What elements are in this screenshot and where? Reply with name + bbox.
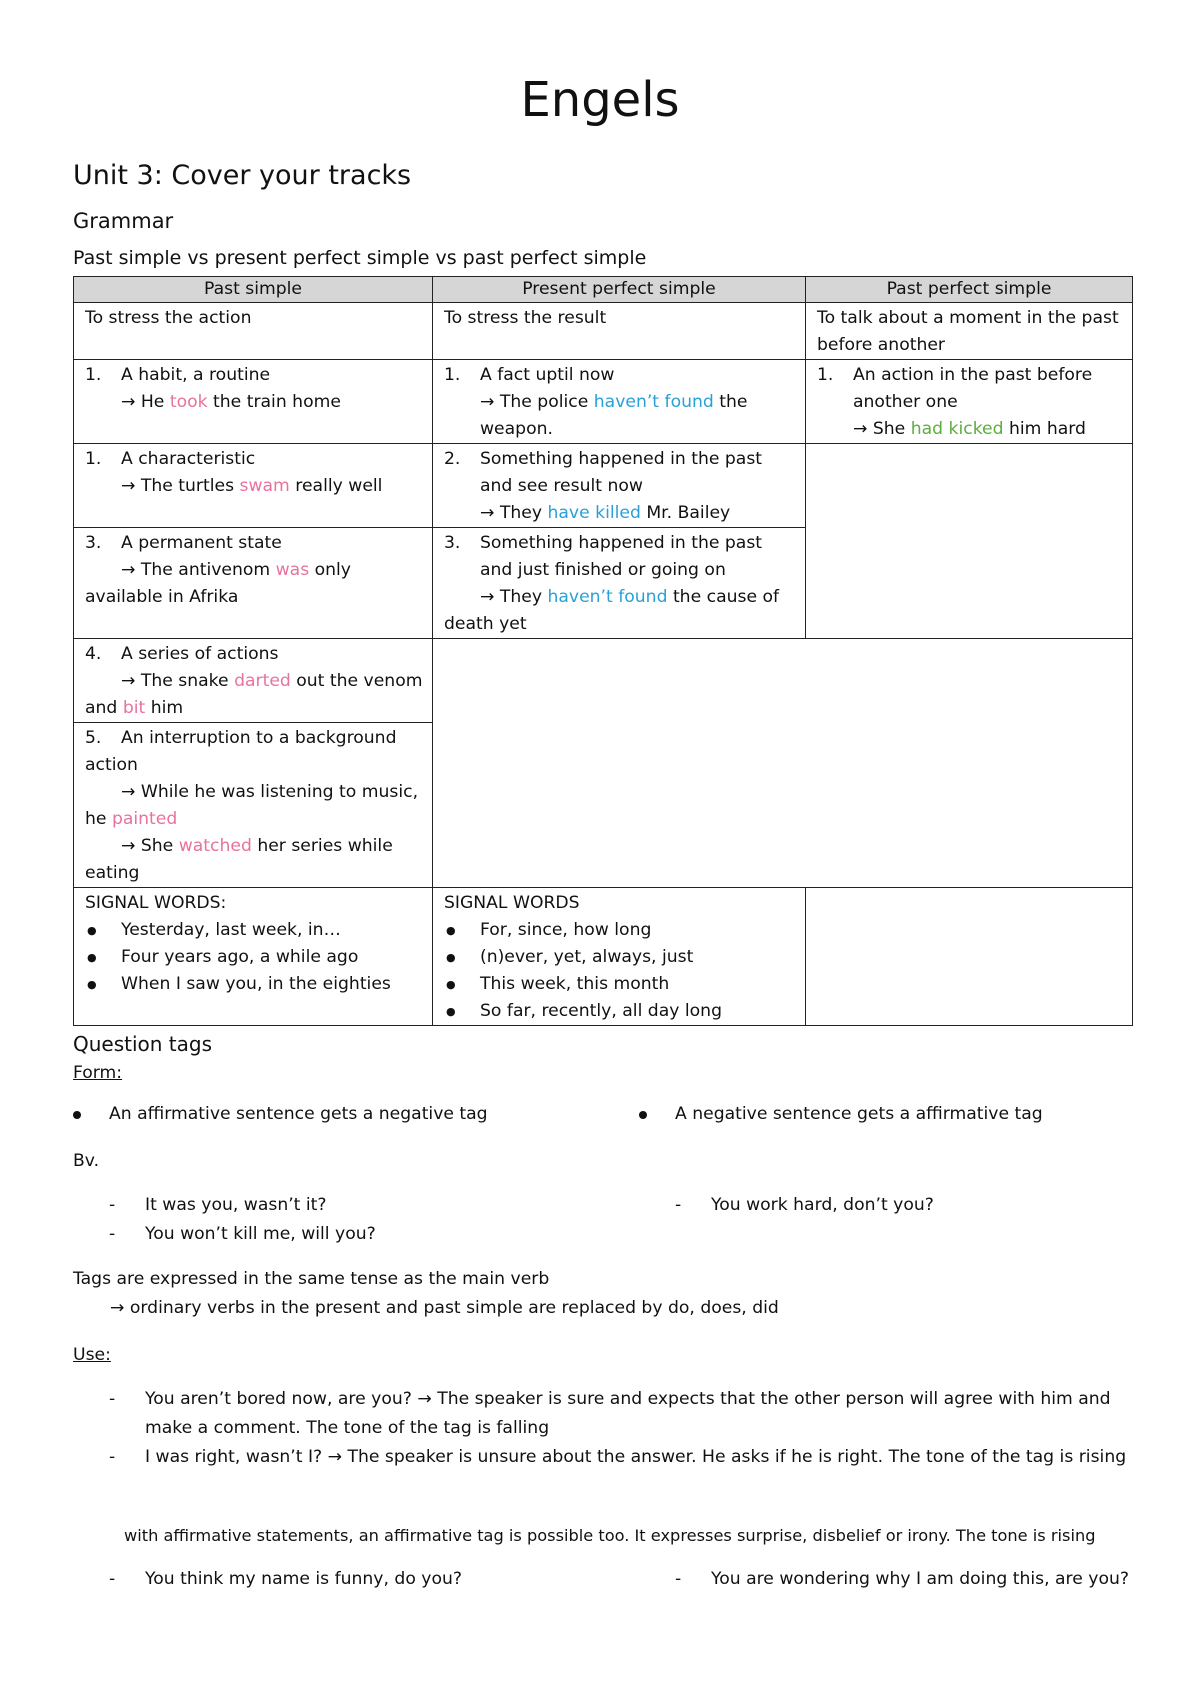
cell-present-perfect-purpose: To stress the result <box>433 303 806 360</box>
table-row <box>74 888 1133 1026</box>
bv-label: Bv. <box>73 1151 100 1171</box>
arrow-icon: → <box>480 503 495 523</box>
table-heading: Past simple vs present perfect simple vs past perfect simple <box>73 247 647 269</box>
header-present-perfect: Present perfect simple <box>433 277 806 303</box>
cell-empty <box>433 639 1133 888</box>
example-line: → The turtles swam really well <box>121 476 383 496</box>
arrow-icon: → <box>121 560 136 580</box>
arrow-icon: → <box>480 587 495 607</box>
cell-past-simple-series <box>74 639 433 723</box>
cell-empty <box>806 444 1133 639</box>
arrow-icon: → <box>853 419 868 439</box>
table-row <box>74 360 1133 444</box>
arrow-icon: → <box>121 476 136 496</box>
list-item: ● (n)ever, yet, always, just <box>444 944 797 971</box>
table-row <box>74 639 1133 723</box>
cell-past-simple-characteristic <box>74 444 433 528</box>
arrow-icon: → <box>121 836 136 856</box>
example-line: → He took the train home <box>121 392 341 412</box>
list-item: - I was right, wasn’t I? → The speaker is unsure about the answer. He asks if he is right. The tone of the tag is rising <box>109 1447 1127 1467</box>
list-item: A negative sentence gets a affirmative tag <box>675 1104 1043 1124</box>
list-item: 5. An interruption to a background action <box>85 728 397 775</box>
grammar-heading: Grammar <box>73 209 174 233</box>
example-line: → The snake darted out the venom and bit him <box>85 671 423 718</box>
cell-empty <box>806 888 1133 1026</box>
example-line: → While he was listening to music, he painted <box>85 782 419 829</box>
signal-words-title: SIGNAL WORDS <box>444 893 580 913</box>
cell-signal-words-present-perfect <box>433 888 806 1026</box>
example-line: → The police haven’t found the weapon. <box>480 392 748 439</box>
form-label: Form: <box>73 1063 123 1083</box>
example-line: → They have killed Mr. Bailey <box>480 503 731 523</box>
question-tags-heading: Question tags <box>73 1032 213 1056</box>
list-item: 1. A fact uptil now <box>444 365 615 385</box>
list-item: - You are wondering why I am doing this, are you? <box>675 1569 1129 1589</box>
arrow-icon: → <box>480 392 495 412</box>
arrow-icon: → <box>121 392 136 412</box>
example-line: → She watched her series while eating <box>85 836 393 883</box>
list-item: - You won’t kill me, will you? <box>109 1224 376 1244</box>
example-line: → She had kicked him hard <box>853 419 1086 439</box>
bullet-icon <box>73 1111 81 1119</box>
table-row <box>74 303 1133 360</box>
cell-present-perfect-fact <box>433 360 806 444</box>
tense-rule: Tags are expressed in the same tense as the main verb <box>73 1269 550 1289</box>
cell-past-simple-state <box>74 528 433 639</box>
list-item: ● Yesterday, last week, in… <box>85 917 424 944</box>
cell-past-perfect-purpose: To talk about a moment in the past before another <box>806 303 1133 360</box>
list-item: 1. A characteristic <box>85 449 256 469</box>
arrow-icon: → <box>110 1298 125 1318</box>
list-item: 1. An action in the past before another one <box>817 365 1093 412</box>
list-item: An affirmative sentence gets a negative tag <box>109 1104 488 1124</box>
header-past-simple: Past simple <box>74 277 433 303</box>
arrow-icon: → <box>327 1447 343 1467</box>
cell-past-perfect-action <box>806 360 1133 444</box>
list-item: ● Four years ago, a while ago <box>85 944 424 971</box>
cell-present-perfect-result <box>433 444 806 528</box>
cell-past-simple-purpose: To stress the action <box>74 303 433 360</box>
list-item: 2. Something happened in the past and see result now <box>444 449 763 496</box>
list-item: - It was you, wasn’t it? <box>109 1195 327 1215</box>
table-row <box>74 444 1133 528</box>
affirmative-note: with affirmative statements, an affirmative tag is possible too. It expresses surprise, disbelief or irony. The tone is rising <box>124 1526 1096 1545</box>
list-item: 3. A permanent state <box>85 533 282 553</box>
unit-heading: Unit 3: Cover your tracks <box>73 160 412 191</box>
arrow-icon: → <box>121 671 136 691</box>
list-item: - You aren’t bored now, are you? → The speaker is sure and expects that the other person will agree with him and make a comment. The tone of the tag is falling <box>109 1389 1111 1438</box>
list-item: - You think my name is funny, do you? <box>109 1569 463 1589</box>
bullet-icon <box>639 1111 647 1119</box>
list-item: ● When I saw you, in the eighties <box>85 971 424 998</box>
table-header-row <box>74 277 1133 303</box>
list-item: - You work hard, don’t you? <box>675 1195 934 1215</box>
header-past-perfect: Past perfect simple <box>806 277 1133 303</box>
page-title: Engels <box>520 72 680 128</box>
list-item: 1. A habit, a routine <box>85 365 271 385</box>
tense-rule-detail: → ordinary verbs in the present and past simple are replaced by do, does, did <box>110 1298 779 1318</box>
example-line: → The antivenom was only available in Afrika <box>85 560 351 607</box>
list-item: ● For, since, how long <box>444 917 797 944</box>
list-item: 4. A series of actions <box>85 644 279 664</box>
arrow-icon: → <box>121 782 136 802</box>
tense-comparison-table <box>73 276 1133 1026</box>
list-item: 3. Something happened in the past and just finished or going on <box>444 533 763 580</box>
example-line: → They haven’t found the cause of death yet <box>444 587 780 634</box>
cell-present-perfect-ongoing <box>433 528 806 639</box>
list-item: ● So far, recently, all day long <box>444 998 797 1025</box>
use-label: Use: <box>73 1345 111 1365</box>
arrow-icon: → <box>417 1389 432 1409</box>
cell-signal-words-past-simple <box>74 888 433 1026</box>
cell-past-simple-interruption <box>74 723 433 888</box>
list-item: ● This week, this month <box>444 971 797 998</box>
signal-words-title: SIGNAL WORDS: <box>85 893 227 913</box>
cell-past-simple-habit <box>74 360 433 444</box>
